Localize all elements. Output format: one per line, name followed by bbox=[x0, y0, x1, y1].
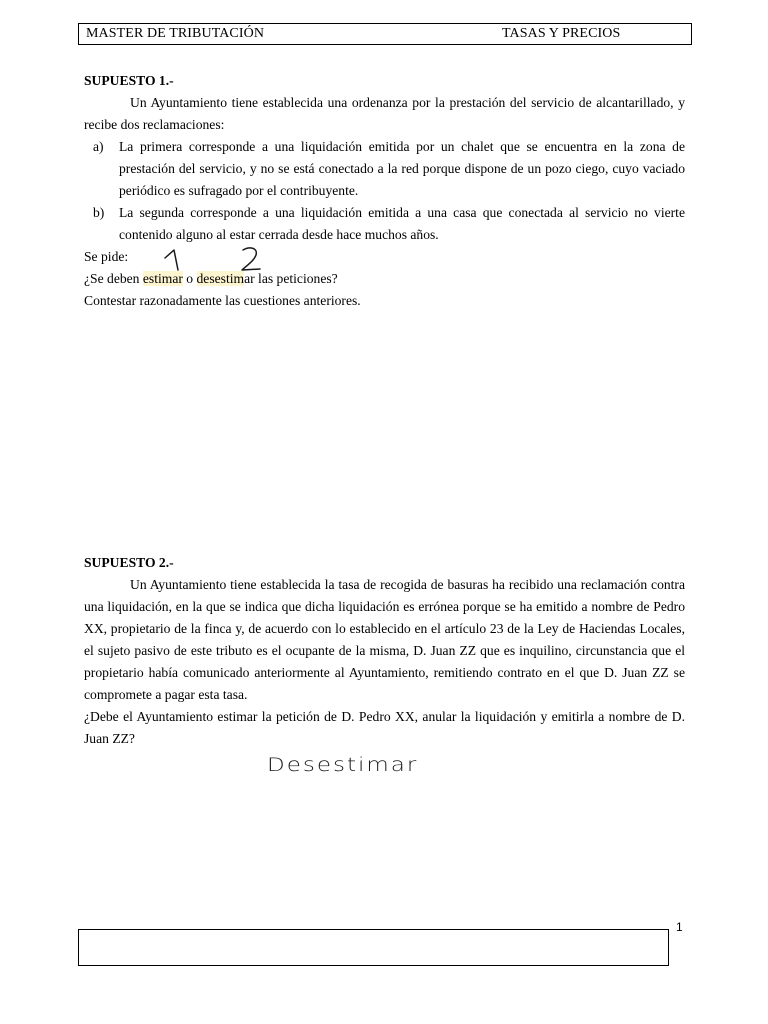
list-item bbox=[84, 202, 685, 246]
handwritten-number-2 bbox=[242, 248, 260, 270]
supuesto-2-heading: SUPUESTO 2.- bbox=[84, 555, 174, 570]
header-topic-title: TASAS Y PRECIOS bbox=[502, 26, 621, 41]
supuesto-1-section bbox=[84, 70, 685, 312]
se-pide-label: Se pide: bbox=[84, 249, 129, 264]
list-marker: a) bbox=[93, 139, 104, 154]
highlight-desestimar: desestim bbox=[196, 271, 245, 286]
list-marker: b) bbox=[93, 205, 105, 220]
list-item-text: La primera corresponde a una liquidación emitida por un chalet que se encuentra en la zona de prestación del servicio, y no se está conectado a la red porque dispone de un pozo ciego, cuyo vaciado periódico es sufragado por el contribuyente. bbox=[119, 139, 685, 198]
supuesto-1-claims-list bbox=[84, 136, 685, 246]
supuesto-2-body: Un Ayuntamiento tiene establecida la tasa de recogida de basuras ha recibido una reclamación contra una liquidación, en la que se indica que dicha liquidación es errónea porque se ha emitido a nombre de Pedro XX, propietario de la finca y, de acuerdo con lo establecido en el artículo 23 de la Ley de Haciendas Locales, el sujeto pasivo de este tributo es el ocupante de la misma, D. Juan ZZ que es inquilino, circunstancia que el propietario había comunicado anteriormente al Ayuntamiento, remitiendo contrato en el que D. Juan ZZ se compromete a pagar esta tasa. bbox=[84, 577, 685, 702]
handwritten-annotations bbox=[160, 244, 290, 274]
supuesto-2-section bbox=[84, 552, 685, 750]
header-course-title: MASTER DE TRIBUTACIÓN bbox=[86, 26, 265, 41]
list-item bbox=[84, 136, 685, 202]
supuesto-1-heading: SUPUESTO 1.- bbox=[84, 73, 174, 88]
page-footer-box bbox=[78, 929, 669, 966]
handwritten-answer: Desestimar bbox=[267, 755, 419, 776]
highlight-estimar: estimar bbox=[142, 271, 183, 286]
page-number: 1 bbox=[676, 920, 683, 934]
handwritten-number-1 bbox=[165, 250, 178, 270]
list-item-text: La segunda corresponde a una liquidación emitida a una casa que conectada al servicio no vierte contenido alguno al estar cerrada desde hace muchos años. bbox=[119, 205, 685, 242]
supuesto-1-question: ¿Se deben estimar o desestimar las peticiones? bbox=[84, 271, 338, 286]
supuesto-1-closing: Contestar razonadamente las cuestiones anteriores. bbox=[84, 293, 361, 308]
page-header bbox=[78, 23, 692, 45]
supuesto-2-question: ¿Debe el Ayuntamiento estimar la petición de D. Pedro XX, anular la liquidación y emitirla a nombre de D. Juan ZZ? bbox=[84, 709, 685, 746]
supuesto-1-intro: Un Ayuntamiento tiene establecida una ordenanza por la prestación del servicio de alcantarillado, y recibe dos reclamaciones: bbox=[84, 95, 685, 132]
